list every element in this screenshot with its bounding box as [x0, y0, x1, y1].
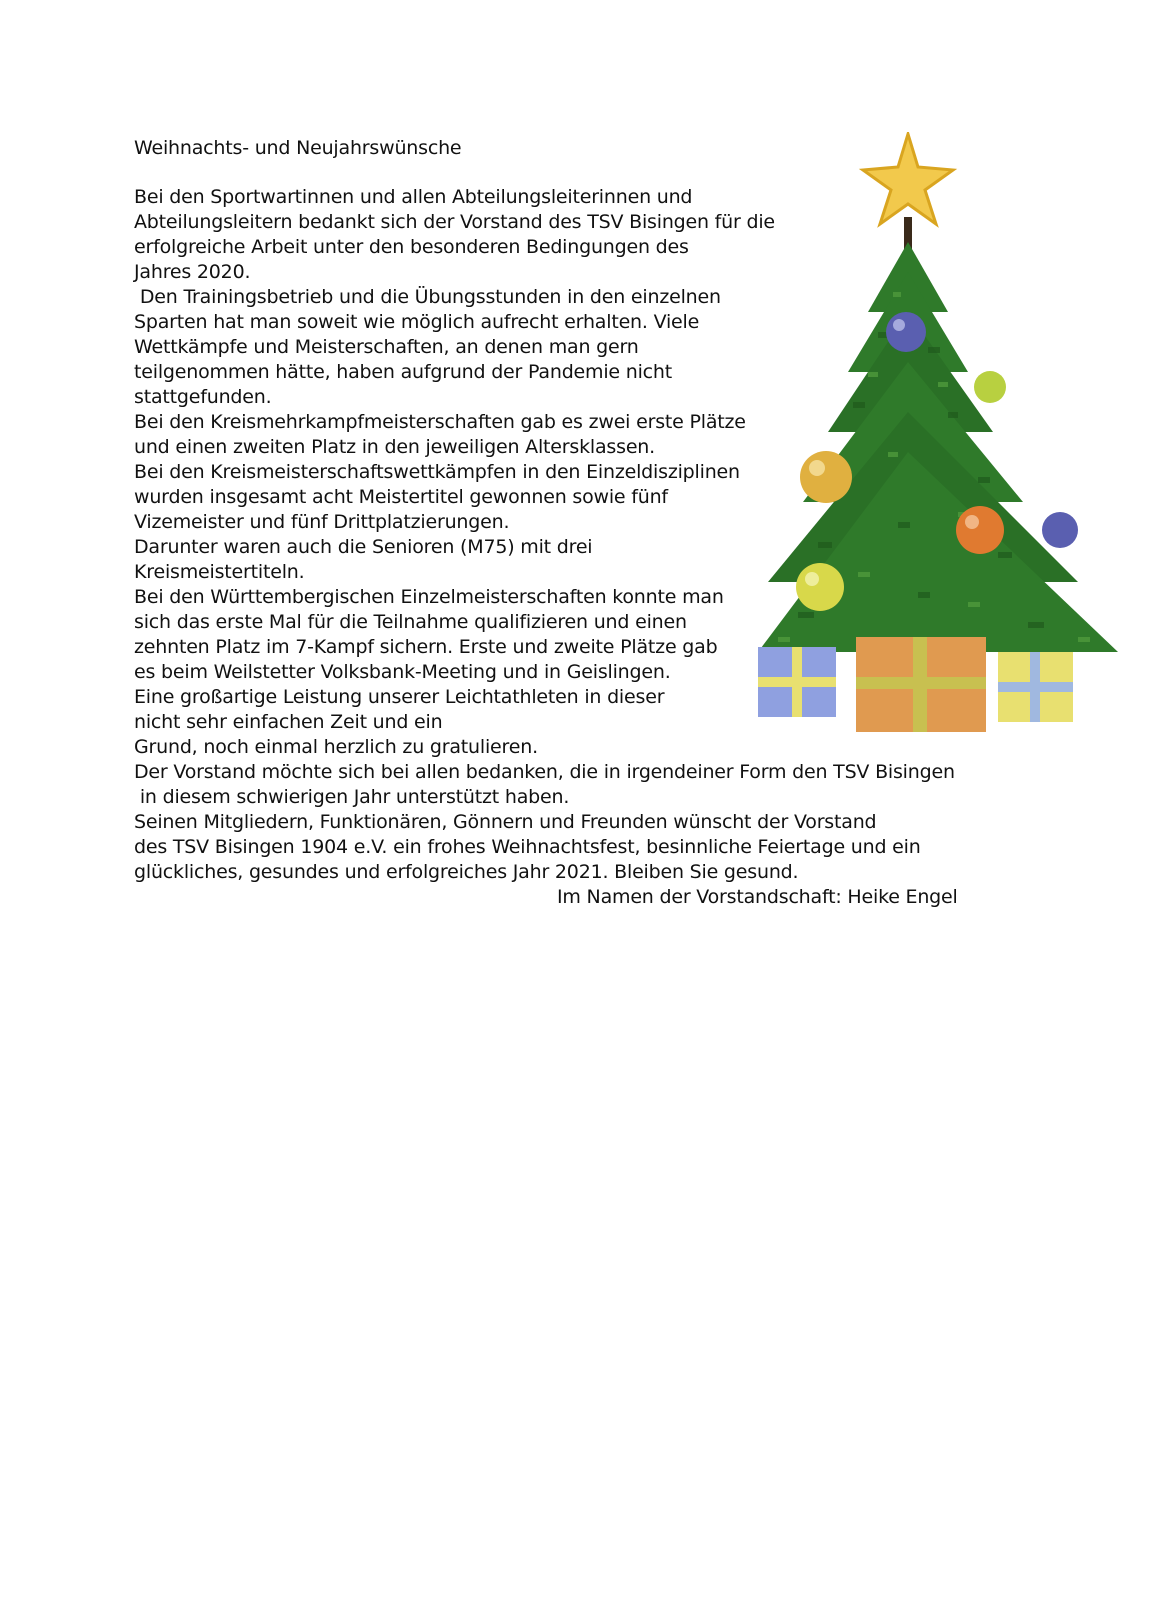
body-line: glückliches, gesundes und erfolgreiches Jahr 2021. Bleiben Sie gesund. — [134, 861, 799, 883]
body-line: Abteilungsleitern bedankt sich der Vorstand des TSV Bisingen für die — [134, 211, 775, 233]
body-line: in diesem schwierigen Jahr unterstützt haben. — [134, 786, 570, 808]
body-line: Bei den Sportwartinnen und allen Abteilungsleiterinnen und — [134, 186, 693, 208]
body-line: wurden insgesamt acht Meistertitel gewonnen sowie fünf — [134, 486, 668, 508]
body-line: Vizemeister und fünf Drittplatzierungen. — [134, 511, 510, 533]
body-line: Sparten hat man soweit wie möglich aufrecht erhalten. Viele — [134, 311, 700, 333]
body-line: erfolgreiche Arbeit unter den besonderen Bedingungen des — [134, 236, 689, 258]
body-line: Seinen Mitgliedern, Funktionären, Gönnern und Freunden wünscht der Vorstand — [134, 811, 877, 833]
body-line: teilgenommen hätte, haben aufgrund der Pandemie nicht — [134, 361, 673, 383]
body-line: sich das erste Mal für die Teilnahme qualifizieren und einen — [134, 611, 687, 633]
body-line: Jahres 2020. — [134, 261, 251, 283]
body-line: Der Vorstand möchte sich bei allen bedanken, die in irgendeiner Form den TSV Bisingen — [134, 761, 955, 783]
body-line: des TSV Bisingen 1904 e.V. ein frohes Weihnachtsfest, besinnliche Feiertage und ein — [134, 836, 921, 858]
christmas-tree-icon — [758, 132, 1128, 752]
body-line: Bei den Württembergischen Einzelmeisterschaften konnte man — [134, 586, 724, 608]
body-line: Kreismeistertiteln. — [134, 561, 305, 583]
body-line: stattgefunden. — [134, 386, 272, 408]
body-line: nicht sehr einfachen Zeit und ein — [134, 711, 443, 733]
body-line: Grund, noch einmal herzlich zu gratulieren. — [134, 736, 538, 758]
body-line: Den Trainingsbetrieb und die Übungsstunden in den einzelnen — [134, 286, 721, 308]
body-line: es beim Weilstetter Volksbank-Meeting und in Geislingen. — [134, 661, 671, 683]
document-title: Weihnachts- und Neujahrswünsche — [134, 137, 462, 159]
body-line: und einen zweiten Platz in den jeweiligen Altersklassen. — [134, 436, 655, 458]
body-line: Bei den Kreismehrkampfmeisterschaften gab es zwei erste Plätze — [134, 411, 746, 433]
star-icon — [863, 134, 953, 224]
signature: Im Namen der Vorstandschaft: Heike Engel — [557, 886, 958, 908]
body-line: zehnten Platz im 7-Kampf sichern. Erste und zweite Plätze gab — [134, 636, 718, 658]
body-line: Darunter waren auch die Senioren (M75) mit drei — [134, 536, 593, 558]
body-line: Wettkämpfe und Meisterschaften, an denen man gern — [134, 336, 639, 358]
body-line: Bei den Kreismeisterschaftswettkämpfen in den Einzeldisziplinen — [134, 461, 740, 483]
body-line: Eine großartige Leistung unserer Leichtathleten in dieser — [134, 686, 665, 708]
